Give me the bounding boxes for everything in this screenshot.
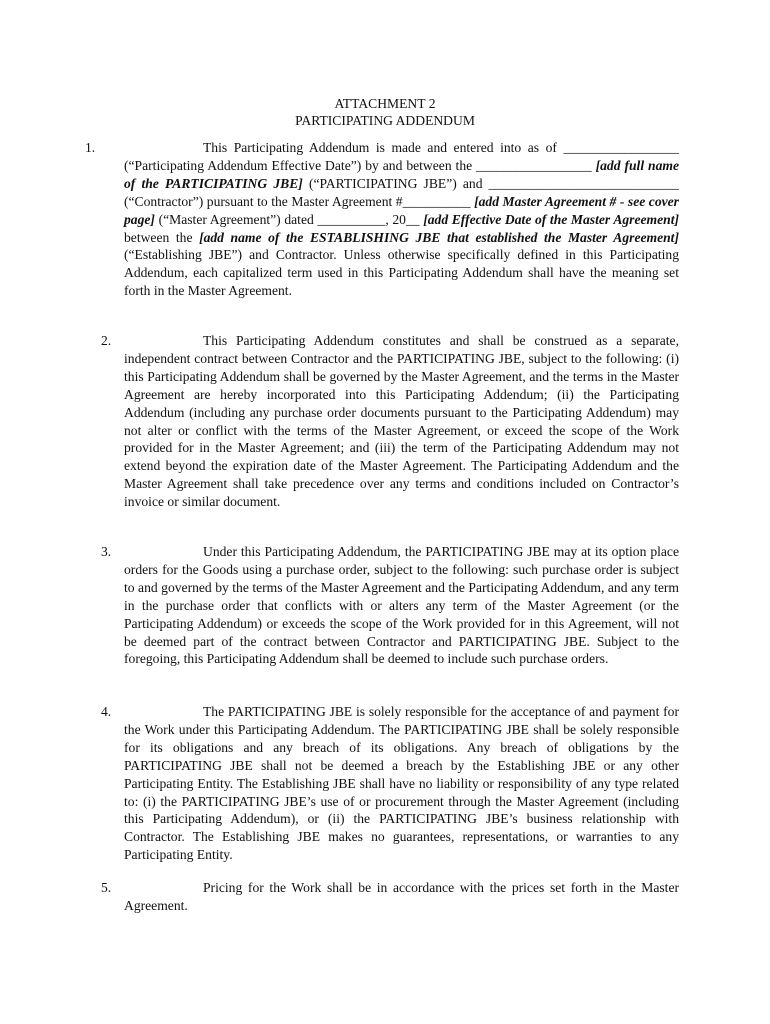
section-number-3: 3. (101, 544, 112, 559)
section-number-1: 1. (85, 140, 96, 155)
section-number-4: 4. (101, 704, 112, 719)
section-paragraph-1 (124, 139, 679, 300)
section-1-text: This Participating Addendum is made and entered into as of _________________ (“Participating Addendum Effective Date”) by and between the _________________ (124, 140, 679, 173)
document-subtitle: PARTICIPATING ADDENDUM (295, 113, 475, 128)
document-title: ATTACHMENT 2 (334, 96, 436, 111)
section-1-text: (“PARTICIPATING JBE”) and ____________________________ (“Contractor”) pursuant to the Master Agreement #__________ (124, 175, 679, 209)
section-paragraph-5: Pricing for the Work shall be in accordance with the prices set forth in the Master Agreement. (124, 880, 679, 913)
section-paragraph-2: This Participating Addendum constitutes and shall be construed as a separate, independent contract between Contractor and the PARTICIPATING JBE, subject to the following: (i) this Participating Addendum shall be governed by the Master Agreement, and the terms in the Master Agreement are hereby incorporated into this Participating Addendum; (ii) the Participating Addendum (including any purchase order documents pursuant to the Participating Addendum) may not alter or conflict with the terms of the Master Agreement, or exceed the scope of the Work provided for in the Master Agreement; and (iii) the term of the Participating Addendum may not extend beyond the expiration date of the Master Agreement. The Participating Addendum and the Master Agreement shall take precedence over any terms and conditions included on Contractor’s invoice or similar document. (124, 333, 679, 510)
section-number-2: 2. (101, 333, 112, 348)
section-1-text: (“Establishing JBE”) and Contractor. Unless otherwise specifically defined in this Participating Addendum, each capitalized term used in this Participating Addendum shall have the meaning set forth in the Master Agreement. (124, 247, 679, 299)
placeholder-participating-jbe-name: [add full name of the PARTICIPATING JBE] (124, 157, 679, 191)
section-1-text: (“Master Agreement”) dated __________, 20__ (154, 211, 424, 227)
section-number-5: 5. (101, 880, 112, 895)
placeholder-establishing-jbe-name: [add name of the ESTABLISHING JBE that established the Master Agreement] (199, 229, 679, 245)
section-paragraph-4: The PARTICIPATING JBE is solely responsible for the acceptance of and payment for the Work under this Participating Addendum. The PARTICIPATING JBE shall be solely responsible for its obligations and any breach of its obligations. Any breach of obligations by the PARTICIPATING JBE shall not be deemed a breach by the Establishing JBE or any other Participating Entity. The Establishing JBE shall have no liability or responsibility of any type related to: (i) the PARTICIPATING JBE’s use of or procurement through the Master Agreement (including this Participating Addendum), or (ii) the PARTICIPATING JBE’s business relationship with Contractor. The Establishing JBE makes no guarantees, representations, or warranties to any Participating Entity. (124, 704, 679, 863)
section-paragraph-3: Under this Participating Addendum, the PARTICIPATING JBE may at its option place orders for the Goods using a purchase order, subject to the following: such purchase order is subject to and governed by the terms of the Master Agreement and the Participating Addendum, and any term in the purchase order that conflicts with or alters any term of the Master Agreement (or the Participating Addendum) or exceeds the scope of the Work provided for in this Agreement, will not be deemed part of the contract between Contractor and PARTICIPATING JBE. Subject to the foregoing, this Participating Addendum shall be deemed to include such purchase orders. (124, 544, 679, 667)
placeholder-master-agreement-number: [add Master Agreement # - see cover page] (124, 193, 679, 227)
placeholder-master-agreement-effective-date: [add Effective Date of the Master Agreement] (423, 211, 680, 227)
section-1-text: between the (124, 229, 200, 245)
